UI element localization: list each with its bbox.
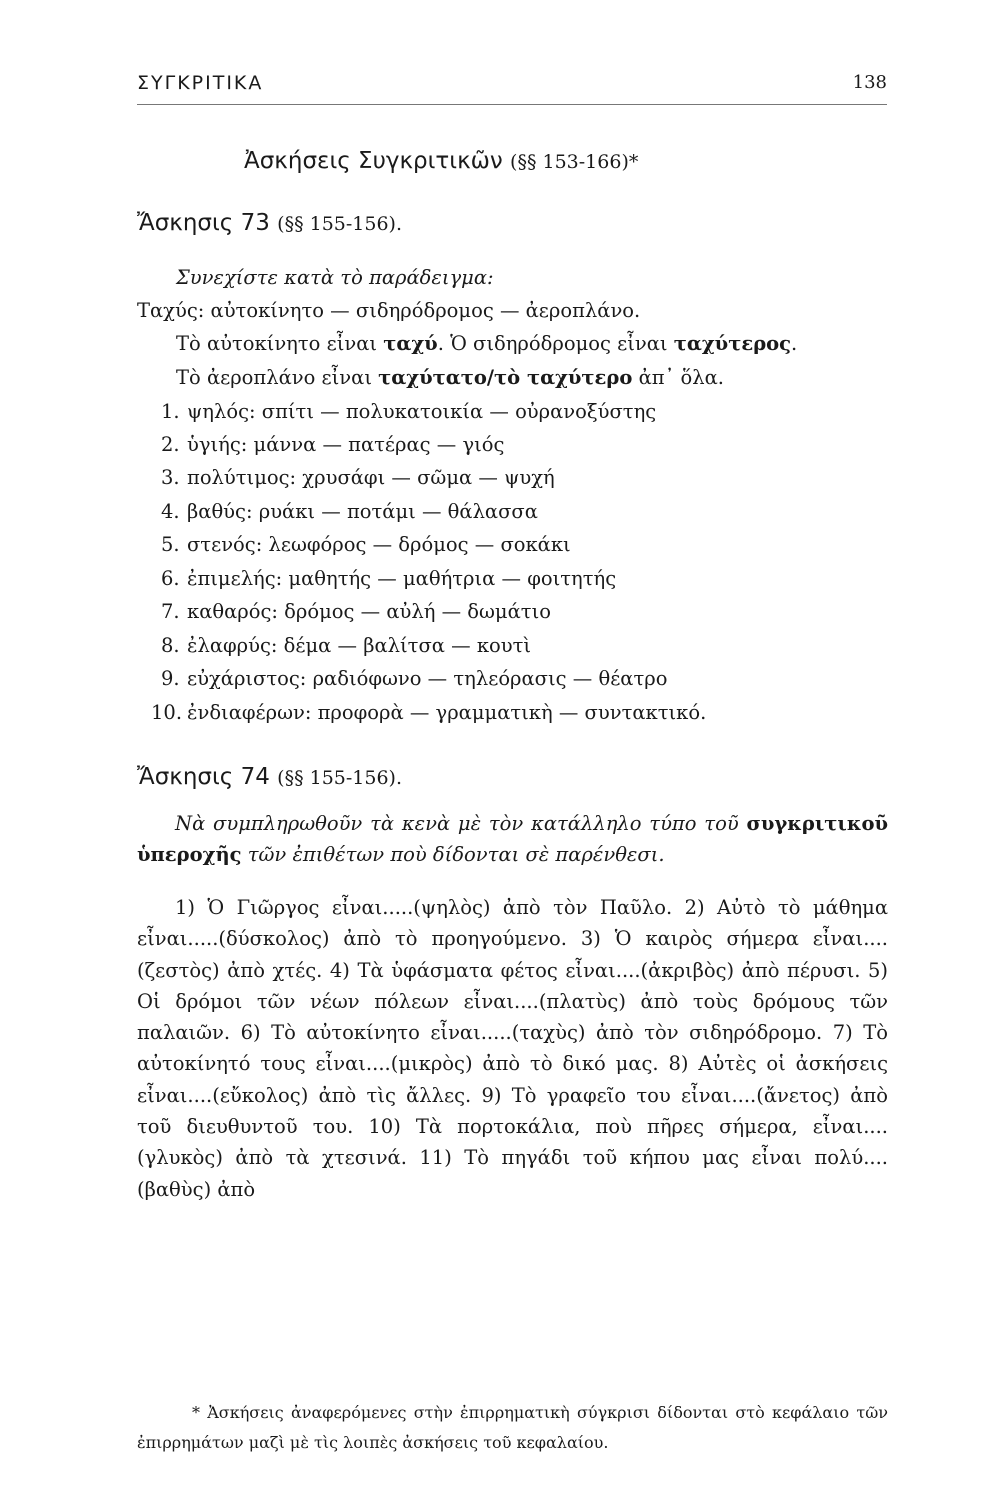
exercise-74-body: 1) Ὁ Γιῶργος εἶναι.....(ψηλὸς) ἀπὸ τὸν Παῦλο. 2) Αὐτὸ τὸ μάθημα εἶναι.....(δύσκολος) ἀπὸ τὸ προηγούμενο. 3) Ὁ καιρὸς σήμερα εἶναι....(ζεστὸς) ἀπὸ χτές. 4) Τὰ ὑφάσματα φέτος εἶναι....(ἀκριβὸς) ἀπὸ πέρυσι. 5) Οἱ δρόμοι τῶν νέων πόλεων εἶναι....(πλατὺς) ἀπὸ τοὺς δρόμους τῶν παλαιῶν. 6) Τὸ αὐτοκίνητο εἶναι.....(ταχὺς) ἀπὸ τὸν σιδηρόδρομο. 7) Τὸ αὐτοκίνητό τους εἶναι....(μικρὸς) ἀπὸ τὸ δικό μας. 8) Αὐτὲς οἱ ἀσκήσεις εἶναι....(εὔκολος) ἀπὸ τὶς ἄλλες. 9) Τὸ γραφεῖο του εἶναι....(ἄνετος) ἀπὸ τοῦ διευθυντοῦ του. 10) Τὰ πορτοκάλια, ποὺ πῆρες σήμερα, εἶναι....(γλυκὸς) ἀπὸ τὰ χτεσινά. 11) Τὸ πηγάδι τοῦ κήπου μας εἶναι πολύ....(βαθὺς) ἀπὸ	[137, 896, 888, 1201]
instruction-start: Νὰ συμπληρωθοῦν τὰ κενὰ μὲ τὸν κατάλληλο τύπο τοῦ	[175, 812, 747, 835]
list-item	[161, 567, 616, 590]
item-number: 9.	[161, 667, 180, 690]
example-line-3	[176, 366, 724, 389]
list-item	[161, 433, 504, 456]
item-text: ἐπιμελής: μαθητής — μαθήτρια — φοιτητής	[187, 567, 617, 590]
exercise-74-instruction	[137, 808, 888, 870]
item-number: 2.	[161, 433, 180, 456]
example-line-2-middle: . Ὁ σιδηρόδρομος εἶναι	[437, 332, 674, 355]
footnote: * Ἀσκήσεις ἀναφερόμενες στὴν ἐπιρρηματικὴ σύγκρισι δίδονται στὸ κεφάλαιο τῶν ἐπιρρημάτων μαζὶ μὲ τὶς λοιπὲς ἀσκήσεις τοῦ κεφαλαίου.	[137, 1403, 888, 1452]
example-line-3-start: Τὸ ἀεροπλάνο εἶναι	[176, 366, 379, 389]
item-text: ἐνδιαφέρων: προφορὰ — γραμματικὴ — συντακτικό.	[187, 701, 707, 724]
item-number: 5.	[161, 533, 180, 556]
example-line-3-end: ἀπ᾽ ὅλα.	[632, 366, 724, 389]
item-number: 4.	[161, 500, 180, 523]
list-item	[161, 634, 531, 657]
running-title: ΣΥΓΚΡΙΤΙΚΑ	[137, 72, 264, 94]
list-item	[161, 600, 551, 623]
exercise-73-title: Ἄσκησις 73	[137, 210, 270, 236]
item-text: ὑγιής: μάννα — πατέρας — γιός	[187, 433, 505, 456]
example-comparative-form: ταχύτερος	[673, 332, 792, 355]
list-item	[161, 500, 538, 523]
exercise-73-ref: (§§ 155-156).	[277, 213, 403, 235]
instruction-emphasis: συγκριτικοῦ ὑπεροχῆς	[137, 812, 888, 866]
item-text: πολύτιμος: χρυσάφι — σῶμα — ψυχή	[187, 466, 555, 489]
example-superlative-form: ταχύτατο/τὸ ταχύτερο	[378, 366, 633, 389]
instruction-end: τῶν ἐπιθέτων ποὺ δίδονται σὲ παρένθεσι.	[241, 843, 665, 866]
item-text: εὐχάριστος: ραδιόφωνο — τηλεόρασις — θέατρο	[187, 667, 668, 690]
item-number: 6.	[161, 567, 180, 590]
item-text: βαθύς: ρυάκι — ποτάμι — θάλασσα	[187, 500, 538, 523]
exercise-74-heading	[137, 764, 402, 790]
running-head	[137, 72, 887, 94]
header-rule	[137, 104, 887, 105]
list-item	[161, 667, 667, 690]
example-positive-form: ταχύ	[383, 332, 438, 355]
item-text: στενός: λεωφόρος — δρόμος — σοκάκι	[187, 533, 571, 556]
section-title-ref: (§§ 153-166)*	[510, 151, 639, 173]
page-number: 138	[852, 72, 887, 93]
item-number: 10.	[151, 701, 183, 724]
exercise-74-title: Ἄσκησις 74	[137, 764, 270, 790]
list-item	[161, 533, 571, 556]
section-title-text: Ἀσκήσεις Συγκριτικῶν	[244, 148, 503, 174]
example-line-1: Ταχύς: αὐτοκίνητο — σιδηρόδρομος — ἀεροπλάνο.	[137, 299, 641, 322]
item-number: 1.	[161, 400, 180, 423]
list-item	[151, 701, 707, 724]
exercise-73-heading	[137, 210, 402, 236]
example-line-2-end: .	[791, 332, 798, 355]
item-text: ψηλός: σπίτι — πολυκατοικία — οὐρανοξύστης	[187, 400, 657, 423]
exercise-74-ref: (§§ 155-156).	[277, 767, 403, 789]
list-item	[161, 400, 656, 423]
item-text: ἐλαφρύς: δέμα — βαλίτσα — κουτὶ	[187, 634, 532, 657]
example-line-2-start: Τὸ αὐτοκίνητο εἶναι	[176, 332, 384, 355]
item-text: καθαρός: δρόμος — αὐλή — δωμάτιο	[187, 600, 551, 623]
item-number: 8.	[161, 634, 180, 657]
exercise-73-instruction: Συνεχίστε κατὰ τὸ παράδειγμα:	[176, 266, 494, 289]
list-item	[161, 466, 555, 489]
example-line-2	[176, 332, 797, 355]
item-number: 7.	[161, 600, 180, 623]
section-title	[244, 148, 638, 174]
item-number: 3.	[161, 466, 180, 489]
